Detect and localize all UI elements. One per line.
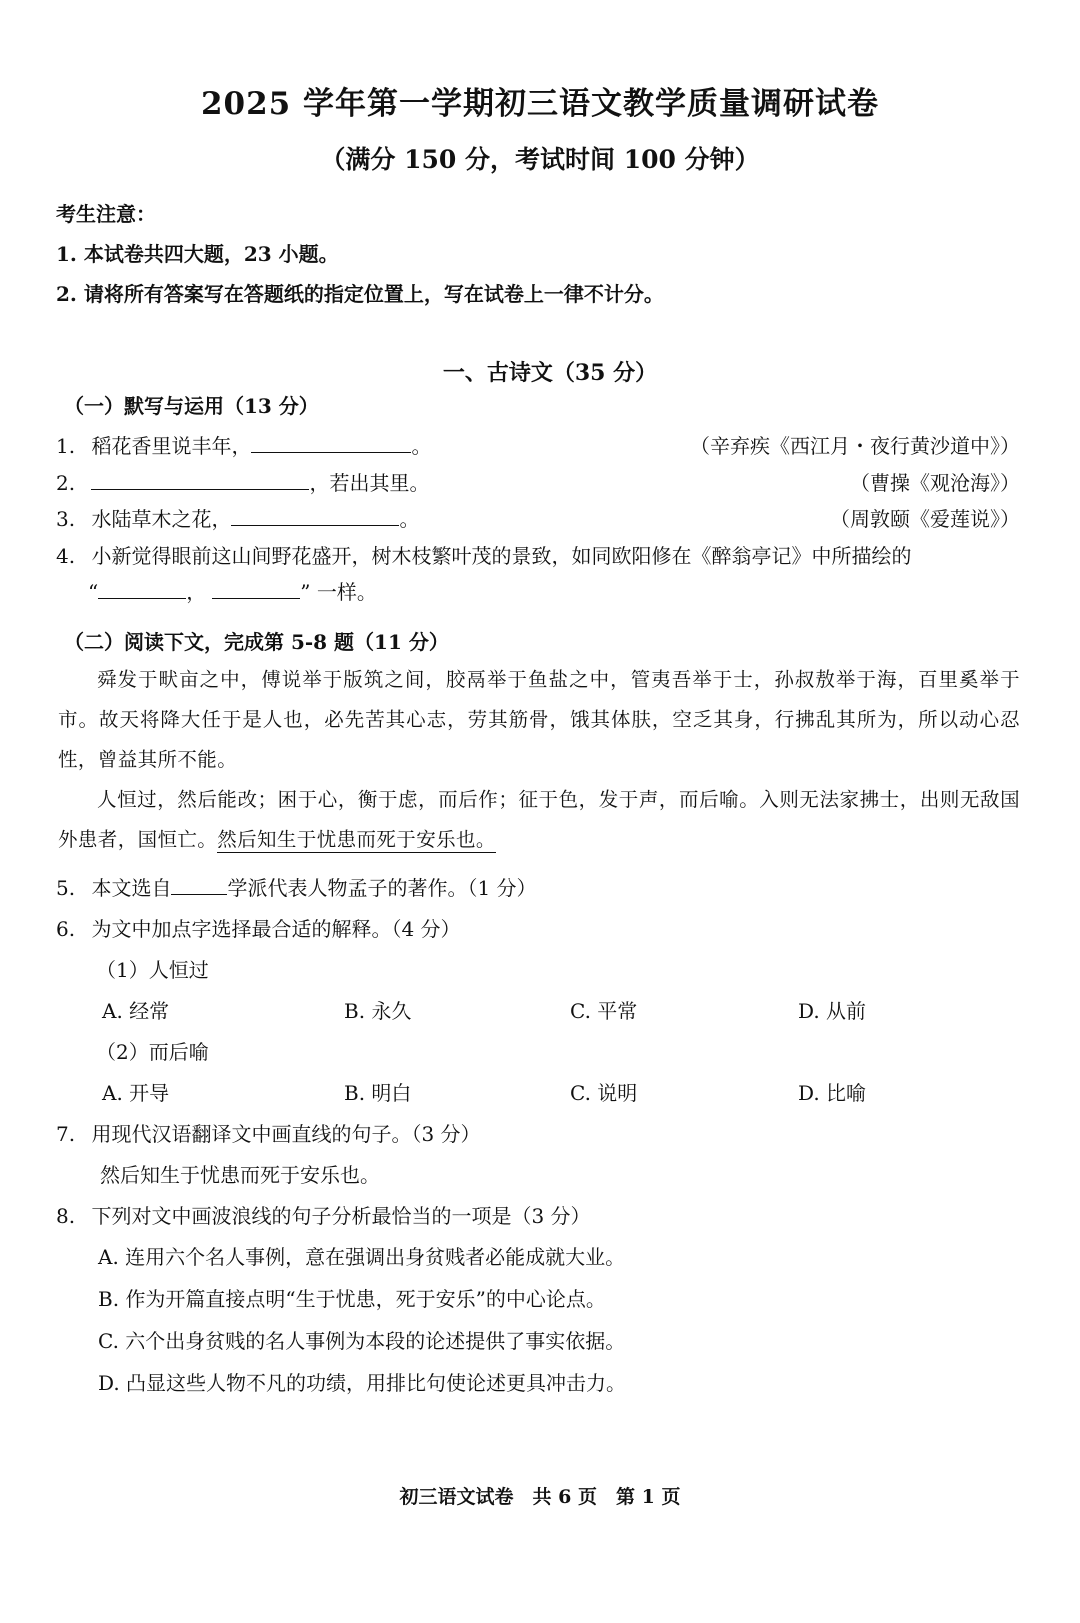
option-c[interactable]: C. 平常 (570, 999, 638, 1023)
question-text: 水陆草木之花， (91, 507, 232, 531)
exam-title: 2025 学年第一学期初三语文教学质量调研试卷 (200, 86, 880, 122)
question-end: 学派代表人物孟子的著作。（1 分） (227, 876, 537, 900)
answer-blank[interactable] (231, 505, 399, 526)
q1-source: （辛弃疾《西江月・夜行黄沙道中》） (690, 434, 1020, 458)
question-number: 1. (56, 434, 76, 458)
reading-passage (58, 660, 1020, 860)
q3-source: （周敦颐《爱莲说》） (830, 507, 1020, 531)
question-7-sentence: 然后知生于忧患而死于安乐也。 (100, 1163, 380, 1187)
option-d[interactable]: D. 从前 (798, 999, 867, 1023)
question-number: 8. (56, 1204, 76, 1228)
question-end: 。 (411, 434, 432, 458)
option-a[interactable]: A. 开导 (102, 1081, 170, 1105)
question-text: 稻花香里说丰年， (91, 434, 252, 458)
option-b[interactable]: B. 永久 (344, 999, 412, 1023)
question-7 (56, 1118, 481, 1147)
question-number: 3. (56, 507, 76, 531)
option-c[interactable]: C. 说明 (570, 1081, 638, 1105)
passage-paragraph-2 (58, 780, 1020, 860)
answer-blank[interactable] (98, 578, 186, 599)
q2-source: （曹操《观沧海》） (850, 471, 1020, 495)
question-6 (56, 913, 461, 942)
question-2 (56, 467, 429, 496)
notice-heading: 考生注意： (56, 202, 156, 226)
question-text: 下列对文中画波浪线的句子分析最恰当的一项是（3 分） (91, 1204, 591, 1228)
question-number: 2. (56, 471, 76, 495)
question-text: 本文选自 (91, 876, 172, 900)
question-text: 小新觉得眼前这山间野花盛开，树木枝繁叶茂的景致，如同欧阳修在《醉翁亭记》中所描绘的 (91, 544, 912, 568)
passage-paragraph-1: 舜发于畎亩之中，傅说举于版筑之间，胶鬲举于鱼盐之中，管夷吾举于士，孙叔敖举于海，百里奚举于市。故天将降大任于是人也，必先苦其心志，劳其筋骨，饿其体肤，空乏其身，行拂乱其所为，所以动心忍性，曾益其所不能。 (58, 668, 1020, 771)
question-6-sub-1: （1）人恒过 (96, 958, 209, 982)
option-c[interactable]: C. 六个出身贫贱的名人事例为本段的论述提供了事实依据。 (98, 1329, 626, 1353)
option-d[interactable]: D. 比喻 (798, 1081, 867, 1105)
question-3 (56, 503, 419, 532)
option-d[interactable]: D. 凸显这些人物不凡的功绩，用排比句使论述更具冲击力。 (98, 1371, 627, 1395)
page-footer: 初三语文试卷 共 6 页 第 1 页 (399, 1486, 681, 1508)
notice-item-1: 1. 本试卷共四大题，23 小题。 (56, 242, 339, 266)
answer-blank[interactable] (251, 432, 411, 453)
quote-close: ” 一样。 (300, 580, 377, 604)
option-a[interactable]: A. 连用六个名人事例，意在强调出身贫贱者必能成就大业。 (98, 1245, 626, 1269)
answer-blank[interactable] (212, 578, 300, 599)
question-text: 为文中加点字选择最合适的解释。（4 分） (91, 917, 461, 941)
option-b[interactable]: B. 作为开篇直接点明“生于忧患，死于安乐”的中心论点。 (98, 1287, 606, 1311)
question-number: 4. (56, 544, 76, 568)
option-a[interactable]: A. 经常 (102, 999, 170, 1023)
question-number: 7. (56, 1122, 76, 1146)
answer-blank[interactable] (171, 874, 227, 895)
quote-comma: ， (186, 580, 207, 604)
exam-subtitle: （满分 150 分，考试时间 100 分钟） (320, 145, 760, 174)
passage-text: 人恒过，然后能改；困于心，衡于虑，而后作；征于色，发于声，而后喻。入则无法家拂士，出则无敌国外患者，国恒亡。 (58, 788, 1020, 851)
underlined-sentence: 然后知生于忧患而死于安乐也。 (217, 828, 496, 851)
question-end: ，若出其里。 (309, 471, 430, 495)
question-6-sub-2: （2）而后喻 (96, 1040, 209, 1064)
notice-item-2: 2. 请将所有答案写在答题纸的指定位置上，写在试卷上一律不计分。 (56, 282, 664, 306)
question-1 (56, 430, 431, 459)
question-number: 6. (56, 917, 76, 941)
question-4-blanks (88, 576, 377, 605)
question-5 (56, 872, 537, 901)
question-number: 5. (56, 876, 76, 900)
question-8 (56, 1200, 591, 1229)
question-end: 。 (399, 507, 420, 531)
option-b[interactable]: B. 明白 (344, 1081, 412, 1105)
section-title: 一、古诗文（35 分） (442, 360, 658, 386)
part2-title: （二）阅读下文，完成第 5-8 题（11 分） (64, 630, 449, 654)
quote-open: “ (88, 580, 99, 604)
question-4 (56, 540, 911, 569)
part1-title: （一）默写与运用（13 分） (64, 394, 319, 418)
answer-blank[interactable] (91, 469, 309, 490)
question-text: 用现代汉语翻译文中画直线的句子。（3 分） (91, 1122, 481, 1146)
